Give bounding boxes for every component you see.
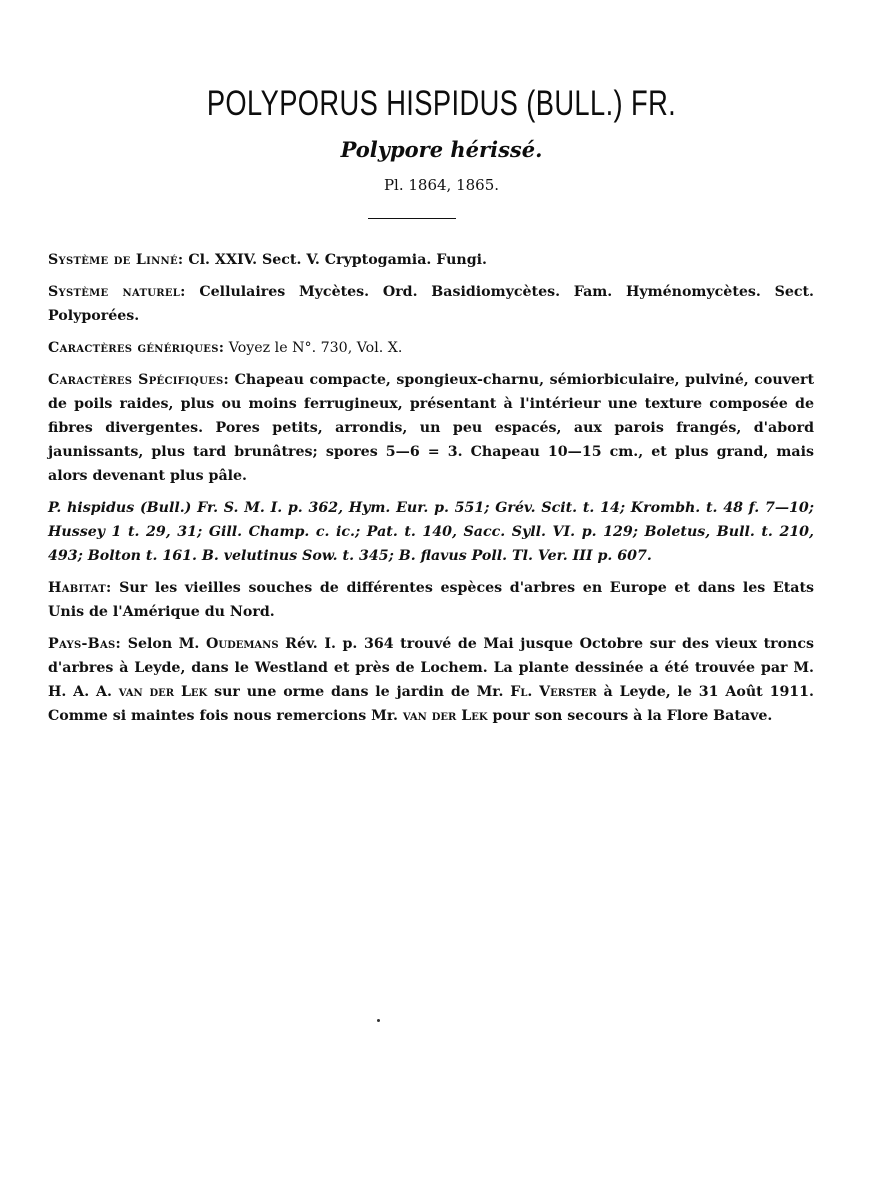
section-naturel-text: Cellulaires Mycètes. Ord. Basidiomycètes. Fam. Hyménomycètes. Sect. Polyporées. xyxy=(48,284,814,324)
section-paysbas-text-5: pour son secours à la Flore Batave. xyxy=(487,708,773,724)
section-paysbas-label: Pays-Bas: xyxy=(48,636,122,652)
section-paysbas-text-2: Rév. I. p. 364 trouvé de Mai jusque Octobre sur des vieux troncs d'arbres à Leyde, dans le Westland et près de Lochem. La plante dessinée a été trouvée par M. H. A. A. xyxy=(48,636,814,700)
section-linne-text: Cl. XXIV. Sect. V. Cryptogamia. Fungi. xyxy=(183,252,487,268)
section-habitat-label: Habitat: xyxy=(48,580,112,596)
section-generiques-text: Voyez le N°. 730, Vol. X. xyxy=(224,340,403,356)
title-divider xyxy=(368,218,456,219)
section-paysbas-text-3: sur une orme dans le jardin de Mr. xyxy=(207,684,511,700)
document-body xyxy=(48,248,814,736)
section-generiques-label: Caractères génériques: xyxy=(48,340,225,356)
section-linne-label: Système de Linné: xyxy=(48,252,184,268)
plate-numbers: Pl. 1864, 1865. xyxy=(383,176,500,194)
section-naturel-label: Système naturel: xyxy=(48,284,186,300)
section-linne xyxy=(48,248,814,272)
section-paysbas xyxy=(48,632,814,728)
page-title: POLYPORUS HISPIDUS (BULL.) FR. xyxy=(206,84,677,123)
section-habitat-text: Sur les vieilles souches de différentes espèces d'arbres en Europe et dans les Etats Unis de l'Amérique du Nord. xyxy=(48,580,814,620)
print-speck xyxy=(377,1019,380,1022)
section-paysbas-name-oudemans: Oudemans xyxy=(205,636,279,652)
section-specifiques-text: Chapeau compacte, spongieux-charnu, sémiorbiculaire, pulviné, couvert de poils raides, plus ou moins ferrugineux, présentant à l'intérieur une texture composée de fibres divergentes. Pores petits, arrondis, un peu espacés, aux parois frangés, d'abord jaunissants, plus tard brunâtres; spores 5—6 = 3. Chapeau 10—15 cm., et plus grand, mais alors devenant plus pâle. xyxy=(48,372,814,484)
page-subtitle: Polypore hérissé. xyxy=(340,137,543,162)
section-paysbas-text-4: à Leyde, le 31 Août 1911. Comme si maintes fois nous remercions Mr. xyxy=(48,684,814,724)
section-naturel xyxy=(48,280,814,328)
section-specifiques xyxy=(48,368,814,488)
section-paysbas-text-1: Selon M. xyxy=(121,636,206,652)
section-paysbas-name-vanderlek-1: van der Lek xyxy=(118,684,208,700)
section-references xyxy=(48,496,814,568)
section-paysbas-name-verster: Fl. Verster xyxy=(510,684,597,700)
section-references-text: P. hispidus (Bull.) Fr. S. M. I. p. 362, Hym. Eur. p. 551; Grév. Scit. t. 14; Krombh. t. 48 f. 7—10; Hussey 1 t. 29, 31; Gill. Champ. c. ic.; Pat. t. 140, Sacc. Syll. VI. p. 129; Boletus, Bull. t. 210, 493; Bolton t. 161. B. velutinus Sow. t. 345; B. flavus Poll. Tl. Ver. III p. 607. xyxy=(48,500,814,564)
section-habitat xyxy=(48,576,814,624)
section-generiques xyxy=(48,336,814,360)
section-paysbas-name-vanderlek-2: van der Lek xyxy=(402,708,488,724)
section-specifiques-label: Caractères Spécifiques: xyxy=(48,372,230,388)
